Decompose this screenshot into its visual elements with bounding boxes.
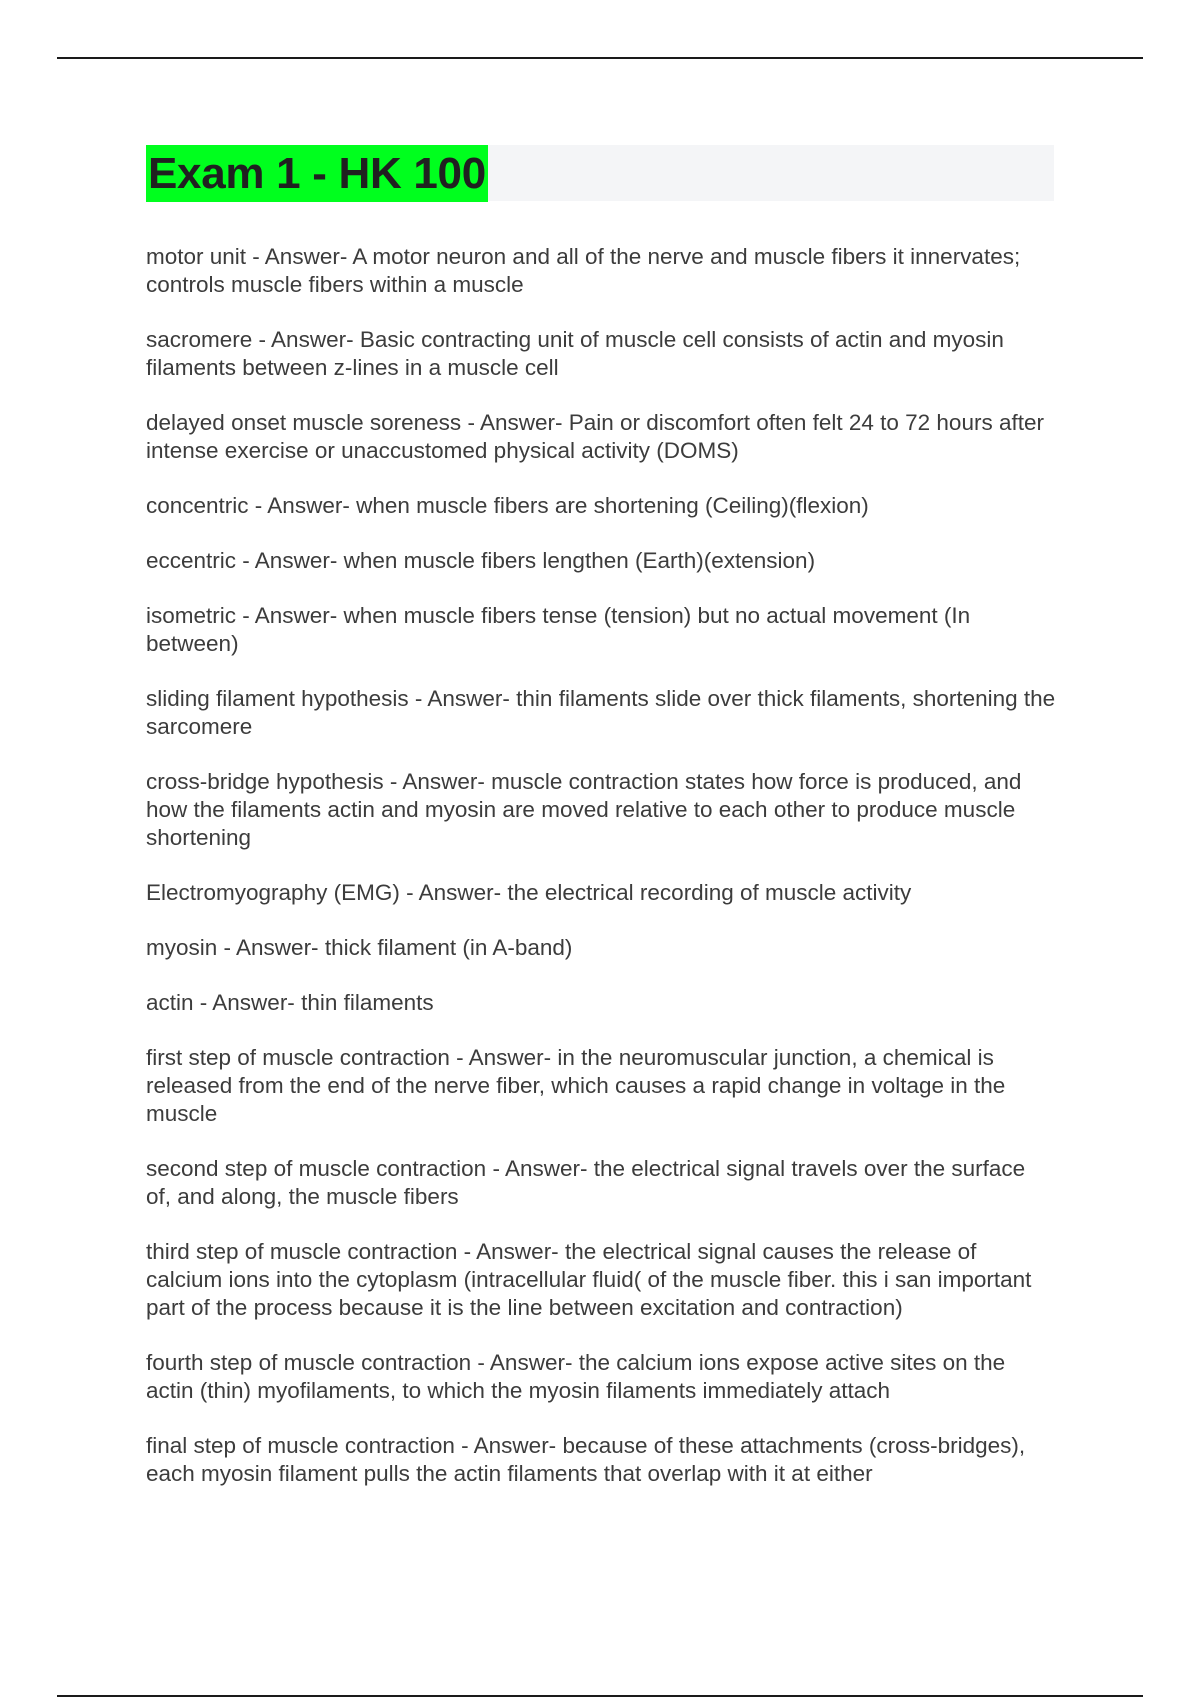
card-term: isometric [146, 603, 237, 628]
card-term: actin [146, 990, 194, 1015]
flashcard [146, 989, 1056, 1017]
flashcard [146, 602, 1056, 658]
card-separator: - Answer- [449, 1045, 558, 1070]
flashcard [146, 1044, 1056, 1128]
card-term: fourth step of muscle contraction [146, 1350, 472, 1375]
flashcard [146, 326, 1056, 382]
card-term: first step of muscle contraction [146, 1045, 450, 1070]
card-separator: - Answer- [217, 935, 325, 960]
card-separator: - Answer- [461, 410, 569, 435]
card-separator: - Answer- [486, 1156, 594, 1181]
header-rule [57, 57, 1143, 59]
card-answer: thick filament (in A-band) [324, 935, 573, 960]
card-term: motor unit [146, 244, 247, 269]
card-term: Electromyography (EMG) [146, 880, 400, 905]
flashcard [146, 768, 1056, 852]
card-answer: the electrical recording of muscle activity [507, 880, 912, 905]
flashcard [146, 1432, 1056, 1488]
page-title: Exam 1 - HK 100 [146, 145, 488, 202]
flashcard [146, 685, 1056, 741]
flashcard [146, 934, 1056, 962]
card-answer: when muscle fibers tense (tension) but no actual movement (In between) [146, 603, 971, 656]
card-separator: - Answer- [236, 548, 344, 573]
card-answer: A motor neuron and all of the nerve and muscle fibers it innervates; controls muscle fibers within a muscle [146, 244, 1021, 297]
card-separator: - Answer- [236, 603, 344, 628]
flashcard [146, 243, 1056, 299]
flashcard [146, 1238, 1056, 1322]
card-term: delayed onset muscle soreness [146, 410, 462, 435]
flashcard [146, 409, 1056, 465]
card-answer: muscle contraction states how force is produced, and how the filaments actin and myosin are moved relative to each other to produce muscle shortening [146, 769, 1022, 850]
card-answer: Basic contracting unit of muscle cell consists of actin and myosin filaments between z-lines in a muscle cell [146, 327, 1004, 380]
card-separator: - Answer- [399, 880, 508, 905]
flashcard-list [146, 243, 1056, 1515]
card-term: concentric [146, 493, 249, 518]
card-term: second step of muscle contraction [146, 1156, 487, 1181]
card-answer: the electrical signal causes the release of calcium ions into the cytoplasm (intracellular fluid( of the muscle fiber. this i san important part of the process because it is the line between excitation and contraction) [146, 1239, 1032, 1320]
card-answer: thin filaments slide over thick filaments, shortening the sarcomere [146, 686, 1056, 739]
card-term: third step of muscle contraction [146, 1239, 458, 1264]
card-separator: - Answer- [248, 493, 357, 518]
card-answer: when muscle fibers lengthen (Earth)(extension) [343, 548, 816, 573]
card-answer: thin filaments [301, 990, 434, 1015]
card-separator: - Answer- [471, 1350, 579, 1375]
card-separator: - Answer- [408, 686, 517, 711]
card-separator: - Answer- [457, 1239, 565, 1264]
card-term: final step of muscle contraction [146, 1433, 455, 1458]
card-term: cross-bridge hypothesis [146, 769, 384, 794]
card-term: sacromere [146, 327, 253, 352]
flashcard [146, 1155, 1056, 1211]
flashcard [146, 879, 1056, 907]
card-answer: Pain or discomfort often felt 24 to 72 hours after intense exercise or unaccustomed physical activity (DOMS) [146, 410, 1044, 463]
card-separator: - Answer- [454, 1433, 563, 1458]
card-answer: when muscle fibers are shortening (Ceiling)(flexion) [356, 493, 869, 518]
card-answer: the calcium ions expose active sites on the actin (thin) myofilaments, to which the myosin filaments immediately attach [146, 1350, 1006, 1403]
card-answer: in the neuromuscular junction, a chemical is released from the end of the nerve fiber, which causes a rapid change in voltage in the muscle [146, 1045, 1006, 1126]
card-separator: - Answer- [252, 327, 360, 352]
flashcard [146, 492, 1056, 520]
card-answer: because of these attachments (cross-bridges), each myosin filament pulls the actin filaments that overlap with it at either [146, 1433, 1026, 1486]
card-answer: the electrical signal travels over the surface of, and along, the muscle fibers [146, 1156, 1026, 1209]
card-separator: - Answer- [383, 769, 492, 794]
card-separator: - Answer- [193, 990, 302, 1015]
flashcard [146, 1349, 1056, 1405]
card-term: sliding filament hypothesis [146, 686, 409, 711]
flashcard [146, 547, 1056, 575]
card-term: eccentric [146, 548, 237, 573]
card-term: myosin [146, 935, 218, 960]
footer-rule [57, 1695, 1143, 1697]
card-separator: - Answer- [246, 244, 353, 269]
